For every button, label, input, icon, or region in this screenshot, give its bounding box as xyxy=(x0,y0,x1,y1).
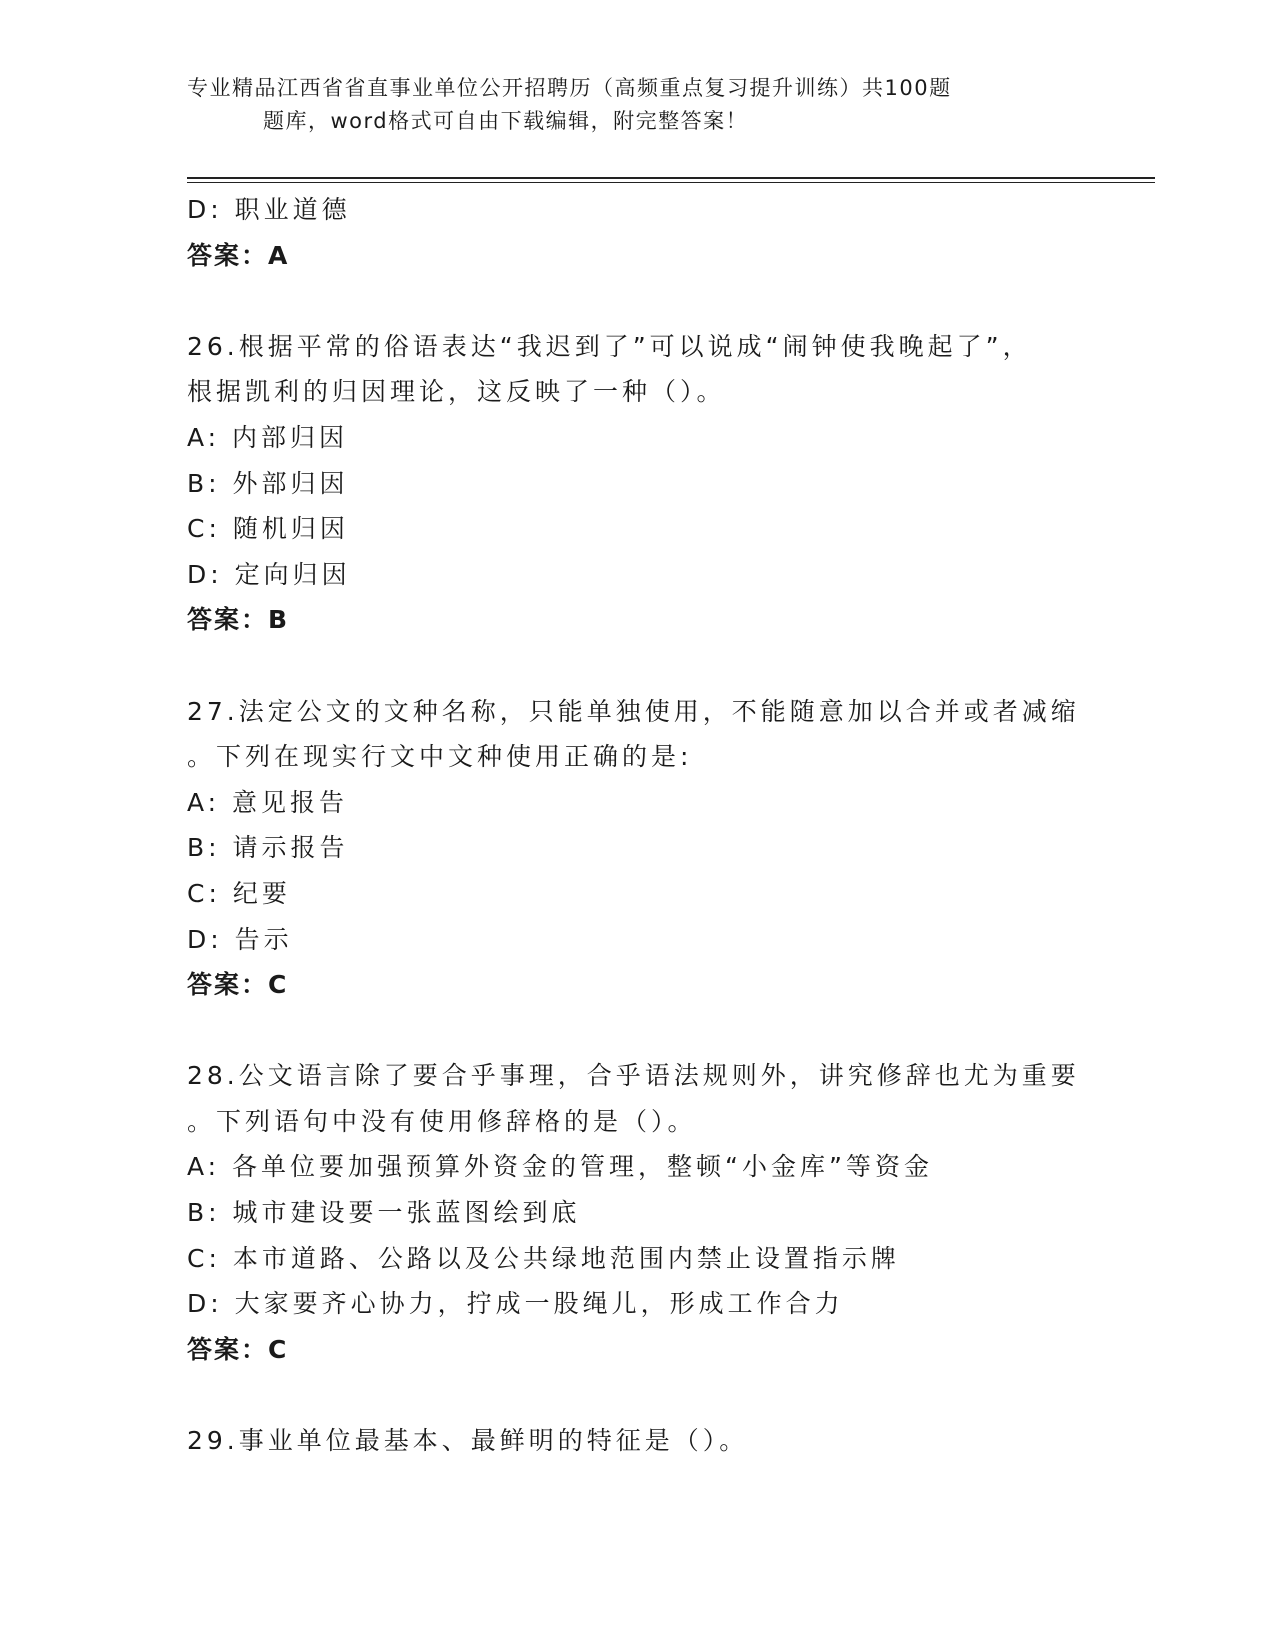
answer-line: 答案：A xyxy=(187,240,290,270)
question-29 xyxy=(187,1418,1087,1464)
question-stem: 28.公文语言除了要合乎事理，合乎语法规则外，讲究修辞也尤为重要 xyxy=(187,1061,1080,1091)
option-b: B: 请示报告 xyxy=(187,833,349,863)
question-26 xyxy=(187,324,1087,643)
option-d: D: 定向归因 xyxy=(187,559,351,589)
option-c: C: 本市道路、公路以及公共绿地范围内禁止设置指示牌 xyxy=(187,1243,900,1273)
header-title-line1: 专业精品江西省省直事业单位公开招聘历（高频重点复习提升训练）共100题 xyxy=(187,76,952,100)
option-b: B: 外部归因 xyxy=(187,468,349,498)
option-a: A: 意见报告 xyxy=(187,787,349,817)
spacer xyxy=(187,1008,1087,1054)
answer-line: 答案：B xyxy=(187,605,290,635)
option-d: D: 大家要齐心协力，拧成一股绳儿，形成工作合力 xyxy=(187,1289,844,1319)
option-d: D: 告示 xyxy=(187,924,293,954)
spacer xyxy=(187,1372,1087,1418)
question-list xyxy=(187,187,1087,1464)
option-d: D: 职业道德 xyxy=(187,195,351,224)
header-title-line2: 题库，word格式可自由下载编辑，附完整答案！ xyxy=(263,109,749,133)
option-c: C: 随机归因 xyxy=(187,514,349,544)
spacer xyxy=(187,278,1087,324)
question-stem: 。下列语句中没有使用修辞格的是（）。 xyxy=(187,1106,697,1136)
option-a: A: 内部归因 xyxy=(187,422,349,452)
header-divider-thick xyxy=(187,177,1155,179)
option-a: A: 各单位要加强预算外资金的管理，整顿“小金库”等资金 xyxy=(187,1152,933,1182)
question-stem: 29.事业单位最基本、最鲜明的特征是（）。 xyxy=(187,1426,749,1456)
question-28 xyxy=(187,1053,1087,1372)
answer-line: 答案：C xyxy=(187,970,289,1000)
question-stem: 。下列在现实行文中文种使用正确的是: xyxy=(187,742,693,772)
question-27 xyxy=(187,689,1087,1008)
header-divider-thin xyxy=(187,182,1155,183)
answer-line: 答案：C xyxy=(187,1334,289,1364)
spacer xyxy=(187,643,1087,689)
option-c: C: 纪要 xyxy=(187,878,291,908)
question-stem: 27.法定公文的文种名称，只能单独使用，不能随意加以合并或者减缩 xyxy=(187,696,1080,726)
page-header xyxy=(187,72,1067,138)
question-stem: 26.根据平常的俗语表达“我迟到了”可以说成“闹钟使我晚起了”， xyxy=(187,331,1032,361)
option-b: B: 城市建设要一张蓝图绘到底 xyxy=(187,1198,581,1228)
question-stem: 根据凯利的归因理论，这反映了一种（）。 xyxy=(187,377,726,407)
